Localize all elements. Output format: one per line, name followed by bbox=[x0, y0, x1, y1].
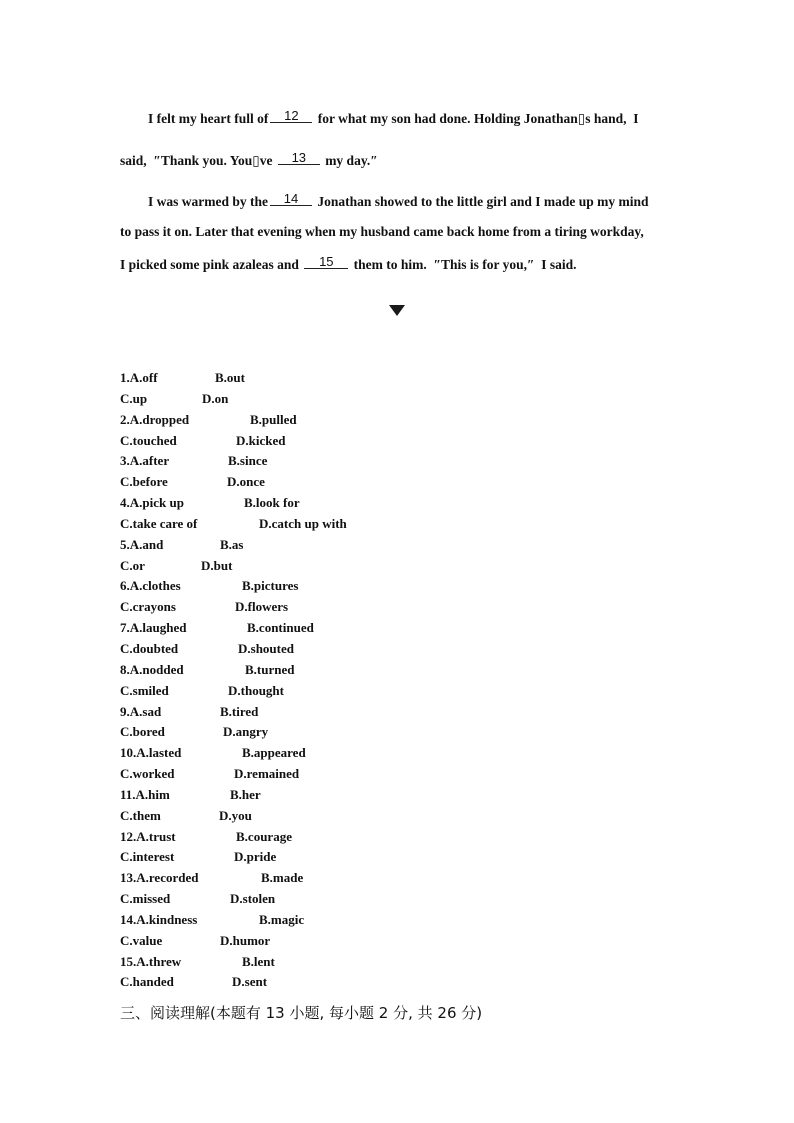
passage-text: I picked some pink azaleas and bbox=[120, 257, 299, 272]
option-left: 8.A.nodded bbox=[120, 661, 184, 677]
passage-line bbox=[120, 150, 680, 168]
passage-line bbox=[120, 108, 680, 126]
option-right: D.catch up with bbox=[259, 515, 347, 531]
option-right: D.kicked bbox=[236, 432, 286, 448]
option-left: C.doubted bbox=[120, 640, 179, 656]
option-left: 4.A.pick up bbox=[120, 495, 184, 511]
option-left: 5.A.and bbox=[120, 536, 164, 552]
passage-line bbox=[120, 254, 680, 272]
option-right: D.sent bbox=[232, 974, 268, 990]
option-row bbox=[120, 391, 540, 412]
option-row bbox=[120, 516, 540, 537]
passage-text: I felt my heart full of bbox=[148, 111, 269, 126]
option-left: C.smiled bbox=[120, 682, 169, 698]
passage-text: I was warmed by the bbox=[148, 194, 268, 209]
option-row bbox=[120, 370, 540, 391]
option-row bbox=[120, 578, 540, 599]
option-right: B.lent bbox=[242, 953, 275, 969]
option-right: D.once bbox=[227, 474, 265, 490]
option-row bbox=[120, 745, 540, 766]
option-right: D.humor bbox=[220, 932, 271, 948]
option-left: C.before bbox=[120, 474, 168, 490]
option-row bbox=[120, 766, 540, 787]
option-row bbox=[120, 537, 540, 558]
option-left: 15.A.threw bbox=[120, 953, 182, 969]
option-row bbox=[120, 808, 540, 829]
option-right: B.courage bbox=[236, 828, 292, 844]
triangle-down-icon bbox=[389, 305, 405, 316]
option-right: B.made bbox=[261, 870, 304, 886]
option-left: 3.A.after bbox=[120, 453, 170, 469]
option-right: B.appeared bbox=[242, 745, 306, 761]
option-right: D.thought bbox=[228, 682, 284, 698]
option-row bbox=[120, 954, 540, 975]
option-right: B.her bbox=[230, 786, 261, 802]
option-row bbox=[120, 641, 540, 662]
passage-text: said, ″Thank you. You▯ve bbox=[120, 153, 273, 168]
option-left: C.missed bbox=[120, 891, 171, 907]
option-row bbox=[120, 558, 540, 579]
passage-text: Jonathan showed to the little girl and I made up my mind bbox=[317, 194, 649, 209]
option-right: B.as bbox=[220, 536, 244, 552]
option-row bbox=[120, 829, 540, 850]
option-row bbox=[120, 891, 540, 912]
option-row bbox=[120, 974, 540, 995]
option-row bbox=[120, 870, 540, 891]
option-right: B.since bbox=[228, 453, 268, 469]
option-row bbox=[120, 495, 540, 516]
option-left: C.crayons bbox=[120, 599, 176, 615]
option-row bbox=[120, 724, 540, 745]
option-right: D.remained bbox=[234, 766, 300, 782]
option-row bbox=[120, 412, 540, 433]
option-left: 9.A.sad bbox=[120, 703, 162, 719]
option-left: C.handed bbox=[120, 974, 174, 990]
option-left: 1.A.off bbox=[120, 370, 158, 385]
option-left: C.up bbox=[120, 390, 148, 406]
option-row bbox=[120, 849, 540, 870]
option-left: 11.A.him bbox=[120, 786, 170, 802]
option-right: D.but bbox=[201, 557, 233, 573]
option-right: B.pictures bbox=[242, 578, 299, 594]
option-row bbox=[120, 787, 540, 808]
passage-line bbox=[120, 225, 680, 239]
option-left: C.bored bbox=[120, 724, 165, 740]
passage-text: to pass it on. Later that evening when my husband came back home from a tiring workday, bbox=[120, 224, 644, 239]
option-right: D.shouted bbox=[238, 640, 294, 656]
option-row bbox=[120, 599, 540, 620]
option-right: B.tired bbox=[220, 703, 259, 719]
option-right: B.continued bbox=[247, 620, 314, 636]
option-right: D.angry bbox=[223, 724, 269, 740]
option-right: D.pride bbox=[234, 849, 277, 865]
option-left: 10.A.lasted bbox=[120, 745, 182, 761]
option-left: C.worked bbox=[120, 766, 175, 782]
section-heading: 三、阅读理解(本题有 13 小题, 每小题 2 分, 共 26 分) bbox=[120, 1004, 483, 1022]
passage-text: my day.″ bbox=[325, 153, 378, 168]
option-row bbox=[120, 704, 540, 725]
passage-text: them to him. ″This is for you,″ I said. bbox=[353, 257, 577, 272]
option-right: B.magic bbox=[259, 911, 305, 927]
option-left: C.value bbox=[120, 932, 163, 948]
option-row bbox=[120, 433, 540, 454]
option-left: 6.A.clothes bbox=[120, 578, 181, 594]
blank-13: 13 bbox=[278, 151, 320, 165]
option-left: 12.A.trust bbox=[120, 828, 176, 844]
option-left: C.take care of bbox=[120, 515, 198, 531]
passage-line bbox=[120, 191, 680, 209]
option-left: 14.A.kindness bbox=[120, 911, 198, 927]
options-list bbox=[120, 370, 540, 995]
option-row bbox=[120, 474, 540, 495]
option-right: B.look for bbox=[244, 495, 300, 511]
option-left: C.touched bbox=[120, 432, 177, 448]
option-row bbox=[120, 453, 540, 474]
option-right: B.out bbox=[215, 370, 245, 385]
option-row bbox=[120, 933, 540, 954]
passage-text: for what my son had done. Holding Jonathan▯s hand, I bbox=[317, 111, 639, 126]
option-row bbox=[120, 620, 540, 641]
option-row bbox=[120, 912, 540, 933]
option-left: 13.A.recorded bbox=[120, 870, 199, 886]
blank-14: 14 bbox=[270, 192, 312, 206]
option-left: C.or bbox=[120, 557, 145, 573]
option-left: C.interest bbox=[120, 849, 175, 865]
option-right: D.flowers bbox=[235, 599, 289, 615]
option-right: D.on bbox=[202, 390, 229, 406]
option-right: D.stolen bbox=[230, 891, 276, 907]
blank-15: 15 bbox=[304, 255, 348, 269]
blank-12: 12 bbox=[270, 109, 312, 123]
option-left: 7.A.laughed bbox=[120, 620, 187, 636]
option-row bbox=[120, 683, 540, 704]
option-right: B.pulled bbox=[250, 411, 297, 427]
option-left: 2.A.dropped bbox=[120, 411, 190, 427]
option-right: B.turned bbox=[245, 661, 295, 677]
option-row bbox=[120, 662, 540, 683]
option-right: D.you bbox=[219, 807, 252, 823]
option-left: C.them bbox=[120, 807, 161, 823]
